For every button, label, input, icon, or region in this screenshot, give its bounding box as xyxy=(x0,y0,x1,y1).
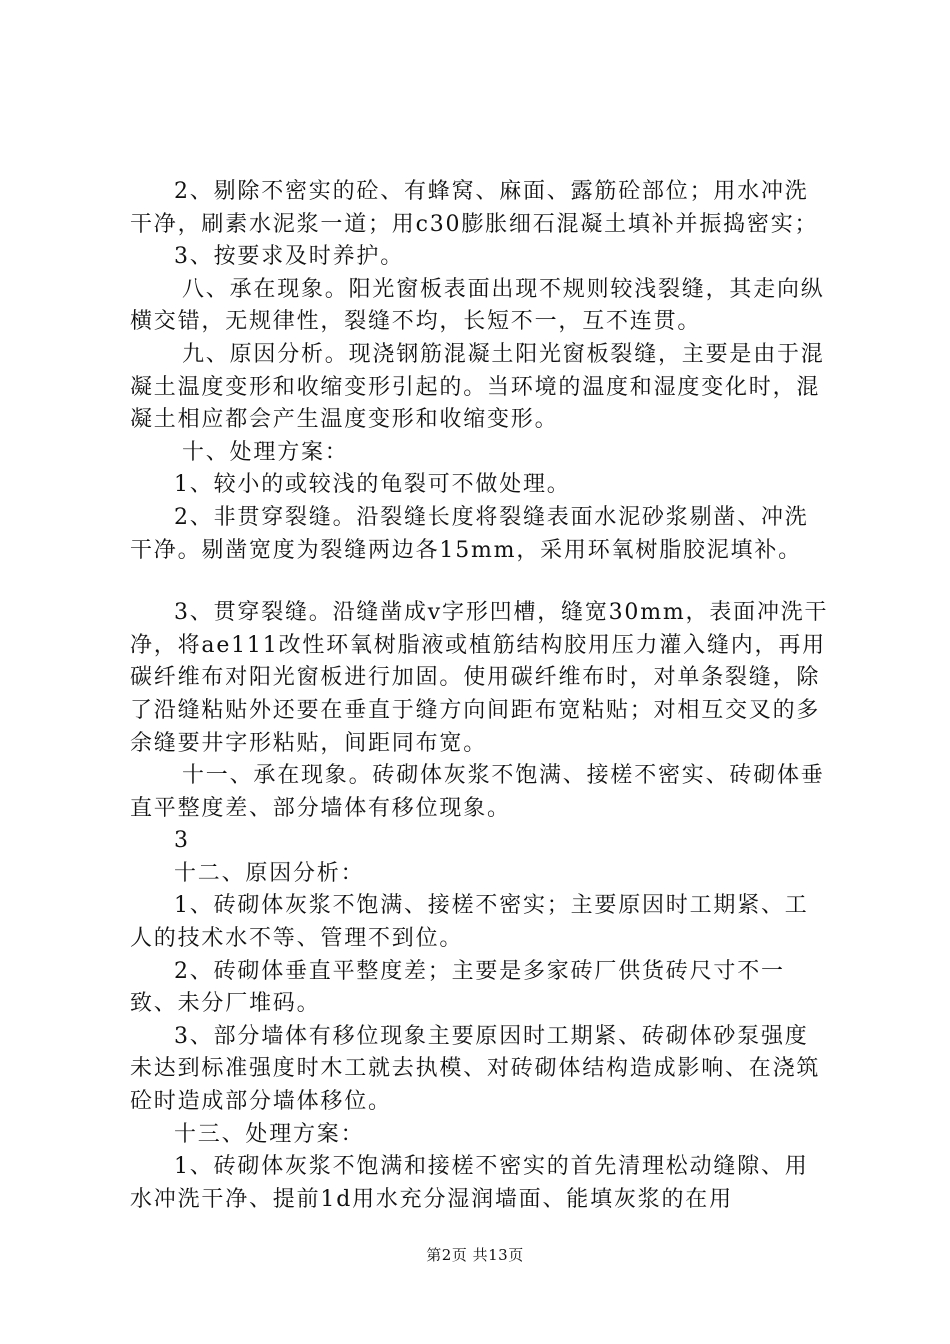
paragraph-heading-10-solution: 十、处理方案： xyxy=(182,439,349,465)
page-footer: 第2页 共13页 xyxy=(426,1246,524,1264)
paragraph-mortar-not-full: 1、砖砌体灰浆不饱满、接槎不密实；主要原因时工期紧、工人的技术水不等、管理不到位。 xyxy=(130,893,809,952)
paragraph-clean-gaps: 1、砖砌体灰浆不饱满和接槎不密实的首先清理松动缝隙、用水冲洗干净、提前1d用水充分湿润墙面、能填灰浆的在用 xyxy=(130,1154,809,1212)
paragraph-non-through-cracks: 2、非贯穿裂缝。沿裂缝长度将裂缝表面水泥砂浆剔凿、冲洗干净。剔凿宽度为裂缝两边各15mm，采用环氧树脂胶泥填补。 xyxy=(130,504,809,563)
paragraph-heading-8-phenomenon: 八、承在现象。阳光窗板表面出现不规则较浅裂缝，其走向纵横交错，无规律性，裂缝不均，长短不一，互不连贯。 xyxy=(130,276,825,335)
paragraph-through-cracks: 3、贯穿裂缝。沿缝凿成v字形凹槽，缝宽30mm，表面冲洗干净，将ae111改性环氧树脂液或植筋结构胶用压力灌入缝内，再用碳纤维布对阳光窗板进行加固。使用碳纤维布时，对单条裂缝，除了沿缝粘贴外还要在垂直于缝方向间距布宽粘贴；对相互交叉的多余缝要井字形粘贴，间距同布宽。 xyxy=(130,600,829,756)
document-body xyxy=(130,176,830,1216)
paragraph-verticality: 2、砖砌体垂直平整度差；主要是多家砖厂供货砖尺寸不一致、未分厂堆码。 xyxy=(130,958,785,1017)
paragraph-wall-shift: 3、部分墙体有移位现象主要原因时工期紧、砖砌体砂泵强度未达到标准强度时木工就去执模、对砖砌体结构造成影响、在浇筑砼时造成部分墙体移位。 xyxy=(130,1023,821,1115)
paragraph-heading-12-cause: 十二、原因分析： xyxy=(174,860,365,886)
paragraph-heading-13-solution: 十三、处理方案： xyxy=(174,1121,365,1147)
paragraph-heading-9-cause: 九、原因分析。现浇钢筋混凝土阳光窗板裂缝，主要是由于混凝土温度变形和收缩变形引起的。当环境的温度和湿度变化时，混凝土相应都会产生温度变形和收缩变形。 xyxy=(130,341,825,433)
paragraph-page-number-3: 3 xyxy=(174,828,190,854)
paragraph-remove-concrete: 2、剔除不密实的砼、有蜂窝、麻面、露筋砼部位；用水冲洗干净，刷素水泥浆一道；用c30膨胀细石混凝土填补并振捣密实； xyxy=(130,179,819,237)
paragraph-small-cracks: 1、较小的或较浅的龟裂可不做处理。 xyxy=(174,472,571,498)
paragraph-curing: 3、按要求及时养护。 xyxy=(174,244,404,270)
paragraph-heading-11-phenomenon: 十一、承在现象。砖砌体灰浆不饱满、接槎不密实、砖砌体垂直平整度差、部分墙体有移位现象。 xyxy=(130,763,825,821)
